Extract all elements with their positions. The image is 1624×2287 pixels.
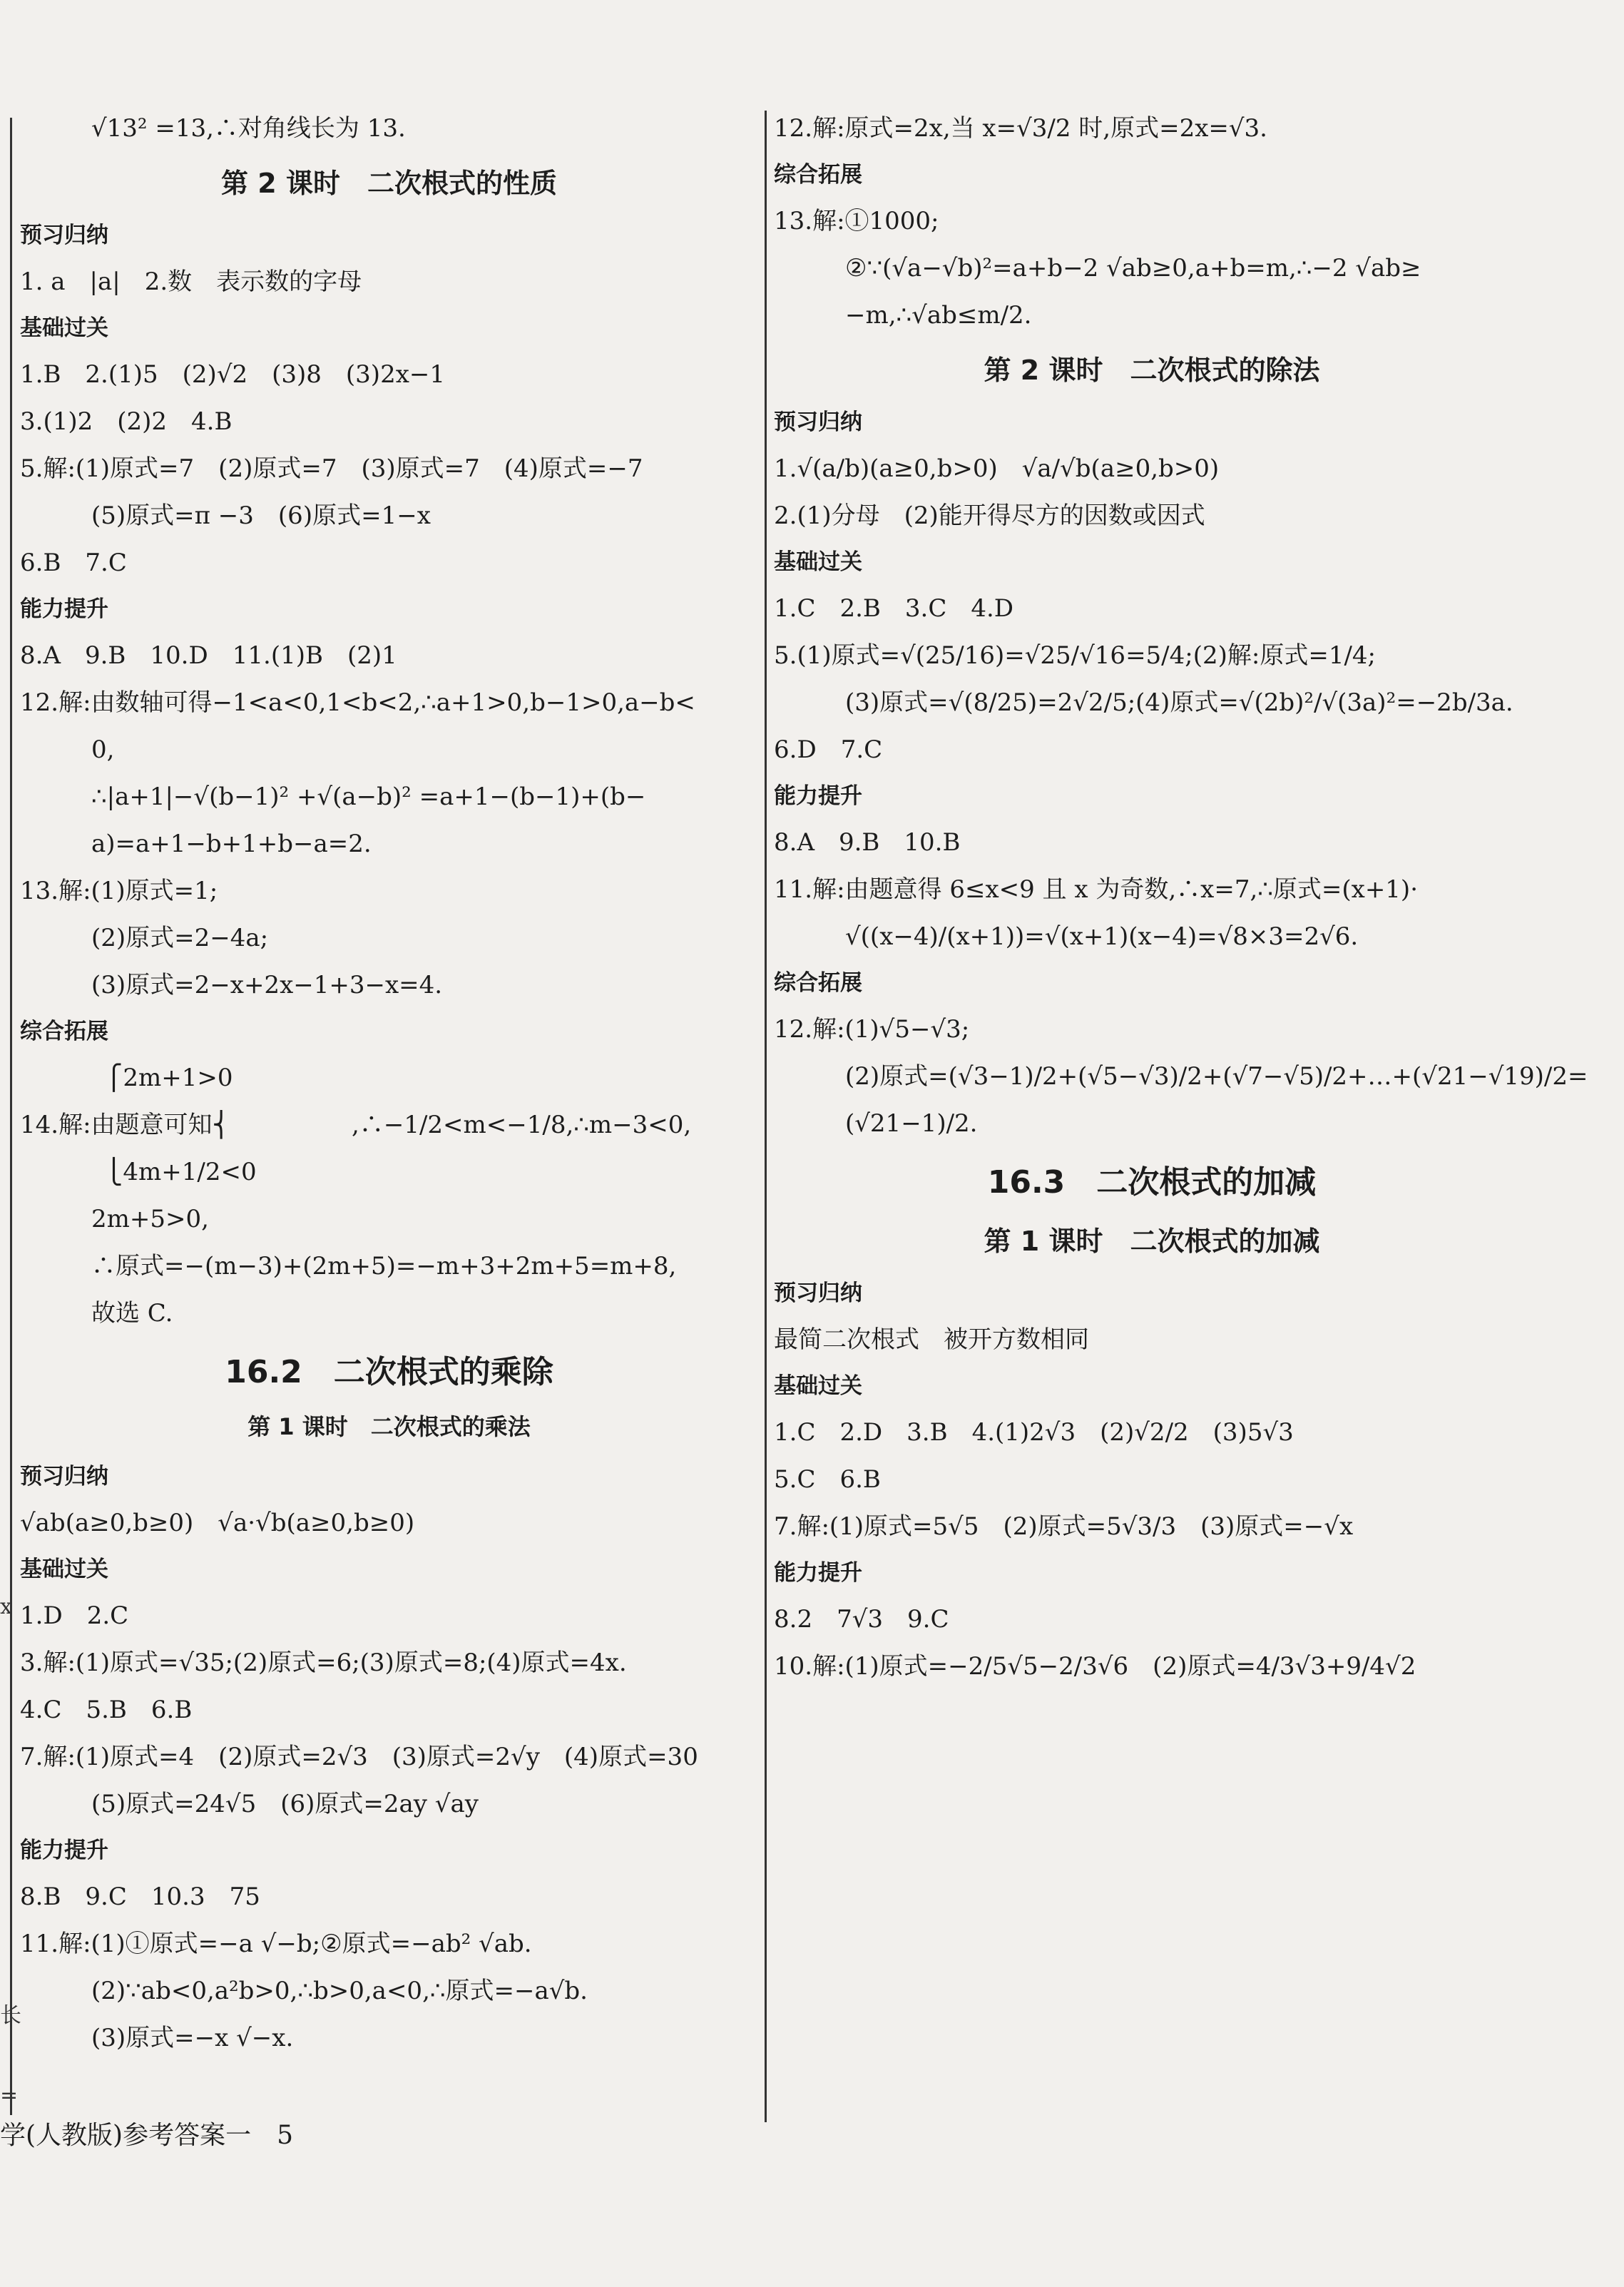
lesson-title: 第 1 课时 二次根式的乘法 (247, 1413, 531, 1440)
answer-line: 7.解:(1)原式=4 (2)原式=2√3 (3)原式=2√y (4)原式=30 (20, 1743, 698, 1771)
section-heading: 基础过关 (774, 1373, 862, 1399)
section-heading: 基础过关 (20, 1557, 108, 1582)
chapter-section-title: 16.3 二次根式的加减 (987, 1164, 1317, 1201)
answer-line: ∴原式=−(m−3)+(2m+5)=−m+3+2m+5=m+8, (91, 1252, 677, 1280)
answer-line: 1.C 2.B 3.C 4.D (774, 594, 1014, 623)
answer-line: 1. a |a| 2.数 表示数的字母 (20, 268, 362, 296)
answer-line: (5)原式=24√5 (6)原式=2ay √ay (91, 1790, 479, 1818)
lesson-title: 第 2 课时 二次根式的性质 (221, 168, 557, 199)
answer-line: 0, (91, 735, 115, 764)
section-heading: 预习归纳 (774, 409, 862, 435)
answer-line: 13.解:①1000; (774, 207, 939, 235)
answer-line: 6.D 7.C (774, 735, 883, 764)
answer-line: 8.B 9.C 10.3 75 (20, 1883, 260, 1911)
answer-line: 1.D 2.C (20, 1601, 129, 1630)
section-heading: 预习归纳 (20, 223, 108, 248)
answer-line: 13.解:(1)原式=1; (20, 877, 218, 905)
section-heading: 基础过关 (20, 315, 108, 341)
left-margin-rule (10, 118, 12, 2115)
answer-line: 6.B 7.C (20, 549, 127, 577)
section-heading: 综合拓展 (774, 970, 862, 996)
answer-line: 11.解:(1)①原式=−a √−b;②原式=−ab² √ab. (20, 1930, 532, 1958)
answer-line: −m,∴√ab≤m/2. (845, 301, 1032, 330)
answer-line: 12.解:由数轴可得−1<a<0,1<b<2,∴a+1>0,b−1>0,a−b< (20, 688, 695, 717)
section-heading: 预习归纳 (774, 1280, 862, 1306)
answer-line: 3.解:(1)原式=√35;(2)原式=6;(3)原式=8;(4)原式=4x. (20, 1649, 627, 1677)
section-heading: 能力提升 (774, 783, 862, 809)
answer-line: 故选 C. (91, 1299, 173, 1328)
answer-line: 1.√(a/b)(a≥0,b>0) √a/√b(a≥0,b>0) (774, 454, 1220, 483)
answer-line: √ab(a≥0,b≥0) √a·√b(a≥0,b≥0) (20, 1509, 415, 1537)
answer-line: ∴|a+1|−√(b−1)² +√(a−b)² =a+1−(b−1)+(b− (91, 783, 646, 811)
section-heading: 预习归纳 (20, 1464, 108, 1489)
answer-line: 2m+5>0, (91, 1205, 209, 1233)
answer-line: 1.B 2.(1)5 (2)√2 (3)8 (3)2x−1 (20, 360, 445, 389)
answer-line: 12.解:(1)√5−√3; (774, 1015, 970, 1044)
answer-line: √13² =13,∴对角线长为 13. (91, 114, 406, 143)
right-column (774, 114, 1588, 2112)
answer-line: 4.C 5.B 6.B (20, 1696, 193, 1724)
answer-line: 10.解:(1)原式=−2/5√5−2/3√6 (2)原式=4/3√3+9/4√2 (774, 1652, 1416, 1681)
section-heading: 综合拓展 (774, 162, 862, 188)
answer-line: 8.2 7√3 9.C (774, 1605, 949, 1634)
section-heading: 基础过关 (774, 549, 862, 575)
margin-mark: = (0, 2083, 19, 2108)
answer-line: (3)原式=√(8/25)=2√2/5;(4)原式=√(2b)²/√(3a)²=−2b/3a. (845, 688, 1513, 717)
answer-line: ⎩4m+1/2<0 (20, 1158, 257, 1186)
section-heading: 能力提升 (20, 1838, 108, 1863)
answer-line: 11.解:由题意得 6≤x<9 且 x 为奇数,∴x=7,∴原式=(x+1)· (774, 875, 1419, 904)
answer-line: a)=a+1−b+1+b−a=2. (91, 830, 372, 858)
answer-line: 5.C 6.B (774, 1465, 881, 1494)
answer-line: 5.解:(1)原式=7 (2)原式=7 (3)原式=7 (4)原式=−7 (20, 454, 643, 483)
answer-line: 1.C 2.D 3.B 4.(1)2√3 (2)√2/2 (3)5√3 (774, 1418, 1294, 1447)
answer-line: (√21−1)/2. (845, 1109, 978, 1138)
margin-mark: x (0, 1594, 12, 1619)
section-heading: 能力提升 (20, 596, 108, 622)
column-divider (765, 111, 767, 2122)
section-heading: 综合拓展 (20, 1019, 108, 1044)
answer-line: (5)原式=π −3 (6)原式=1−x (91, 501, 431, 530)
page-footer: 学(人教版)参考答案一 5 (0, 2121, 293, 2150)
answer-line: ②∵(√a−√b)²=a+b−2 √ab≥0,a+b=m,∴−2 √ab≥ (845, 254, 1421, 282)
lesson-title: 第 1 课时 二次根式的加减 (984, 1226, 1320, 1257)
chapter-section-title: 16.2 二次根式的乘除 (225, 1354, 553, 1390)
answer-line: 2.(1)分母 (2)能开得尽方的因数或因式 (774, 501, 1205, 530)
answer-line: √((x−4)/(x+1))=√(x+1)(x−4)=√8×3=2√6. (845, 922, 1359, 951)
answer-line: 5.(1)原式=√(25/16)=√25/√16=5/4;(2)解:原式=1/4; (774, 641, 1377, 670)
answer-line: 最简二次根式 被开方数相同 (774, 1325, 1089, 1354)
answer-line: (2)∵ab<0,a²b>0,∴b>0,a<0,∴原式=−a√b. (91, 1977, 588, 2005)
answer-line: 12.解:原式=2x,当 x=√3/2 时,原式=2x=√3. (774, 114, 1267, 143)
answer-line: 14.解:由题意可知⎨ ,∴−1/2<m<−1/8,∴m−3<0, (20, 1111, 692, 1139)
answer-line: (3)原式=−x √−x. (91, 2024, 294, 2052)
answer-line: ⎧2m+1>0 (20, 1064, 233, 1092)
answer-line: 8.A 9.B 10.B (774, 828, 961, 857)
answer-line: (2)原式=2−4a; (91, 924, 269, 952)
answer-line: (3)原式=2−x+2x−1+3−x=4. (91, 971, 443, 999)
left-column (20, 114, 758, 2112)
answer-line: 8.A 9.B 10.D 11.(1)B (2)1 (20, 641, 397, 670)
answer-line: (2)原式=(√3−1)/2+(√5−√3)/2+(√7−√5)/2+…+(√21−√19)/2= (845, 1062, 1588, 1091)
answer-line: 7.解:(1)原式=5√5 (2)原式=5√3/3 (3)原式=−√x (774, 1512, 1354, 1541)
margin-mark: 长 (0, 2003, 21, 2028)
lesson-title: 第 2 课时 二次根式的除法 (984, 355, 1320, 386)
section-heading: 能力提升 (774, 1560, 862, 1586)
answer-line: 3.(1)2 (2)2 4.B (20, 407, 233, 436)
